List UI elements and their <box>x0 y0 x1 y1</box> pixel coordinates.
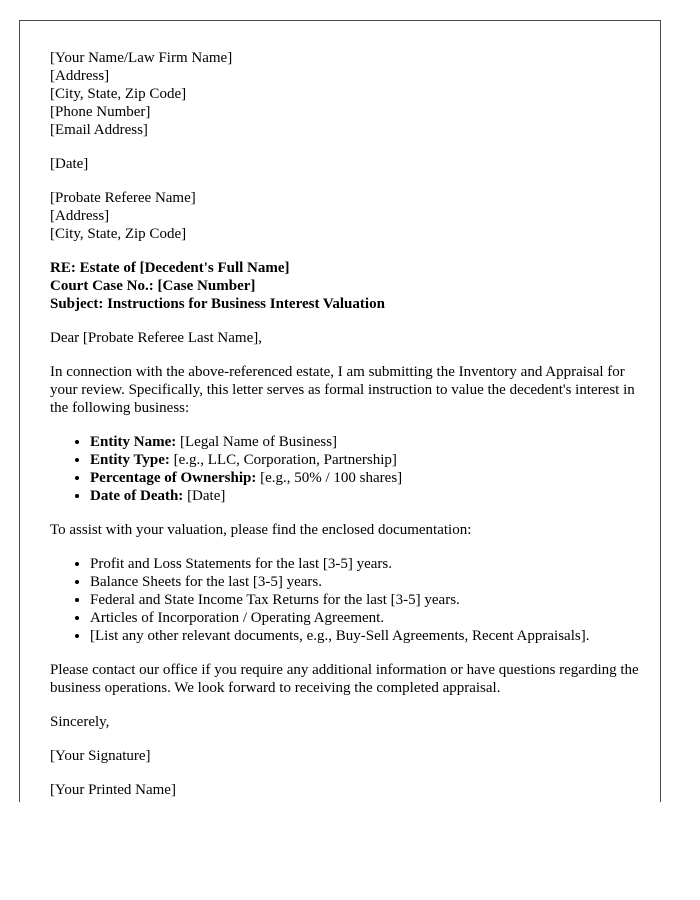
entity-type-value: [e.g., LLC, Corporation, Partnership] <box>169 452 397 468</box>
list-item: • Balance Sheets for the last [3-5] years. <box>90 573 640 591</box>
sender-email: [Email Address] <box>50 122 148 138</box>
date-of-death-value: [Date] <box>183 488 226 504</box>
sender-block <box>50 49 640 139</box>
letter-content <box>50 49 640 815</box>
list-item <box>90 487 640 505</box>
recipient-name: [Probate Referee Name] <box>50 190 196 206</box>
list-item: • Profit and Loss Statements for the last [3-5] years. <box>90 555 640 573</box>
recipient-city-state-zip: [City, State, Zip Code] <box>50 226 187 242</box>
list-item: • Federal and State Income Tax Returns for the last [3-5] years. <box>90 591 640 609</box>
list-item <box>90 469 640 487</box>
business-details-list <box>50 433 640 505</box>
letter-page <box>19 20 661 802</box>
case-number-line: Court Case No.: [Case Number] <box>50 278 256 294</box>
ownership-label: Percentage of Ownership: <box>90 470 257 486</box>
entity-name-label: Entity Name: <box>90 434 177 450</box>
documentation-intro: To assist with your valuation, please find the enclosed documentation: <box>50 522 472 538</box>
closing-paragraph: Please contact our office if you require any additional information or have questions regarding the business operations. We look forward to receiving the completed appraisal. <box>50 662 639 696</box>
list-item <box>90 433 640 451</box>
ownership-value: [e.g., 50% / 100 shares] <box>256 470 403 486</box>
subject-line: Subject: Instructions for Business Interest Valuation <box>50 296 385 312</box>
list-item <box>90 451 640 469</box>
recipient-address: [Address] <box>50 208 110 224</box>
printed-name: [Your Printed Name] <box>50 782 176 798</box>
letter-date: [Date] <box>50 156 89 172</box>
intro-paragraph: In connection with the above-referenced estate, I am submitting the Inventory and Appraisal for your review. Specifically, this letter serves as formal instruction to value the decedent's interest in the following business: <box>50 364 635 416</box>
reference-block <box>50 259 640 313</box>
re-line: RE: Estate of [Decedent's Full Name] <box>50 260 290 276</box>
documents-list <box>50 555 640 645</box>
sender-name: [Your Name/Law Firm Name] <box>50 50 233 66</box>
signature-placeholder: [Your Signature] <box>50 748 151 764</box>
recipient-block <box>50 189 640 243</box>
date-block <box>50 155 640 173</box>
sender-city-state-zip: [City, State, Zip Code] <box>50 86 187 102</box>
closing: Sincerely, <box>50 714 110 730</box>
salutation: Dear [Probate Referee Last Name], <box>50 330 262 346</box>
date-of-death-label: Date of Death: <box>90 488 184 504</box>
entity-name-value: [Legal Name of Business] <box>176 434 338 450</box>
sender-phone: [Phone Number] <box>50 104 151 120</box>
list-item: • [List any other relevant documents, e.g., Buy-Sell Agreements, Recent Appraisals]. <box>90 627 640 645</box>
sender-address: [Address] <box>50 68 110 84</box>
list-item: • Articles of Incorporation / Operating Agreement. <box>90 609 640 627</box>
entity-type-label: Entity Type: <box>90 452 170 468</box>
